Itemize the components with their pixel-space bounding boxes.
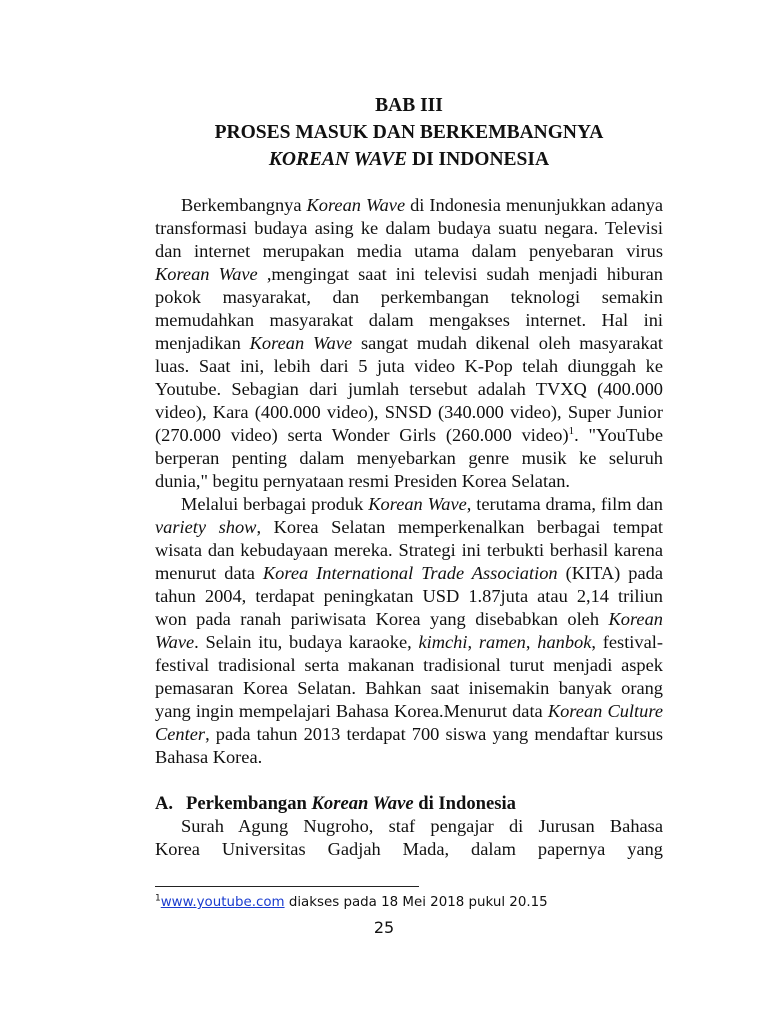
footnote	[155, 893, 548, 913]
text-run: Berkembangnya	[181, 195, 307, 215]
italic-term: hanbok	[537, 632, 592, 652]
text-run: . "YouTube berperan penting dalam menyebarkan genre musik ke seluruh dunia," begitu pernyataan resmi Presiden Korea Selatan.	[155, 425, 663, 491]
footnote-divider	[155, 886, 419, 887]
chapter-heading	[155, 92, 663, 173]
chapter-title-rest: DI INDONESIA	[407, 149, 550, 170]
italic-term: Korean Wave	[368, 494, 467, 514]
footnote-text: diakses pada 18 Mei 2018 pukul 20.15	[284, 895, 548, 910]
chapter-label: BAB III	[375, 95, 443, 116]
chapter-title-line1: PROSES MASUK DAN BERKEMBANGNYA	[214, 122, 604, 143]
section-title-after: di Indonesia	[413, 793, 516, 814]
italic-term: Korean Wave	[155, 264, 258, 284]
paragraph-3-line-2: Korea Universitas Gadjah Mada, dalam papernya yang	[155, 839, 663, 859]
italic-term: kimchi	[418, 632, 468, 652]
section-title-before: Perkembangan	[186, 793, 312, 814]
paragraph-1	[155, 194, 663, 493]
page-number: 25	[373, 918, 395, 937]
chapter-title-italic: KOREAN WAVE	[268, 149, 408, 170]
footnote-marker: 1	[155, 893, 161, 904]
text-run: , pada tahun 2013 terdapat 700 siswa yang mendaftar kursus Bahasa Korea.	[155, 724, 663, 767]
italic-term: Korean Culture Center	[155, 701, 663, 744]
text-run: Melalui berbagai produk	[181, 494, 369, 514]
chapter-title-line2	[155, 146, 663, 173]
italic-term: Korean Wave	[155, 609, 663, 652]
paragraph-3-line-1: Surah Agung Nugroho, staf pengajar di Jurusan Bahasa	[181, 816, 663, 836]
footnote-reference: 1	[568, 424, 575, 437]
paragraph-2	[155, 493, 663, 769]
text-run: . Selain itu, budaya karaoke,	[194, 632, 419, 652]
body-text	[155, 194, 663, 769]
italic-term: variety show	[155, 517, 257, 537]
section-title-italic: Korean Wave	[311, 793, 414, 814]
footnote-link[interactable]: www.youtube.com	[160, 895, 285, 910]
text-run: (KITA) pada tahun 2004, terdapat peningkatan USD 1.87juta atau 2,14 triliun won pada ranah pariwisata Korea yang disebabkan oleh	[155, 563, 663, 629]
document-page	[155, 92, 663, 861]
text-run: ,	[525, 632, 538, 652]
text-run: ,	[467, 632, 479, 652]
italic-term: Korean Wave	[306, 195, 406, 215]
text-run: , festival-festival tradisional serta makanan tradisional turut menjadi aspek pemasaran Korea Selatan. Bahkan saat inisemakin banyak orang yang ingin mempelajari Bahasa Korea.Menurut data	[155, 632, 664, 721]
text-run: di Indonesia menunjukkan adanya transformasi budaya asing ke dalam budaya suatu negara. Televisi dan internet merupakan media utama dalam penyebaran virus	[155, 195, 663, 261]
italic-term: Korean Wave	[249, 333, 353, 353]
section-number: A.	[155, 793, 174, 814]
text-run: , Korea Selatan memperkenalkan berbagai tempat wisata dan kebudayaan mereka. Strategi ini terbukti berhasil karena menurut data	[155, 517, 663, 583]
italic-term: ramen	[478, 632, 526, 652]
italic-term: Korea International Trade Association	[262, 563, 558, 583]
section-a-heading	[155, 792, 663, 815]
text-run: ,mengingat saat ini televisi sudah menjadi hiburan pokok masyarakat, dan perkembangan teknologi semakin memudahkan masyarakat dalam mengakses internet. Hal ini menjadikan	[155, 264, 663, 353]
text-run: sangat mudah dikenal oleh masyarakat luas. Saat ini, lebih dari 5 juta video K-Pop telah diunggah ke Youtube. Sebagian dari jumlah tersebut adalah TVXQ (400.000 video), Kara (400.000 video), SNSD (340.000 video), Super Junior (270.000 video) serta Wonder Girls (260.000 video)	[155, 333, 663, 445]
text-run: , terutama drama, film dan	[466, 494, 663, 514]
